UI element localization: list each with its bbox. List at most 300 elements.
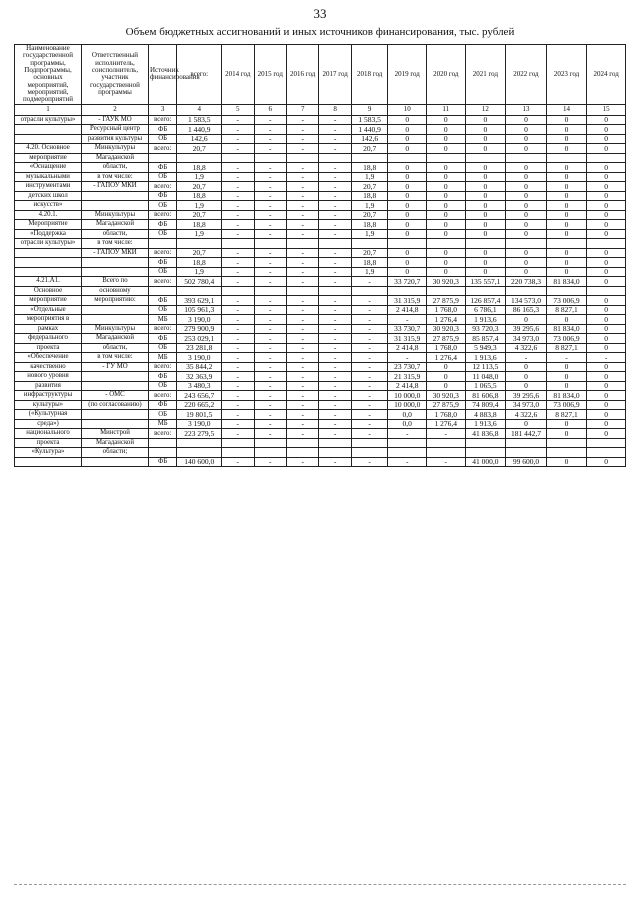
table-row	[15, 315, 626, 325]
row-source-cell: ФБ	[148, 163, 176, 173]
row-value-cell: -	[222, 267, 254, 277]
row-executor-cell: развития культуры	[81, 134, 148, 144]
row-value-cell	[222, 239, 254, 249]
row-value-cell: 0	[587, 267, 626, 277]
row-value-cell: -	[388, 315, 427, 325]
row-value-cell: 0	[587, 201, 626, 211]
row-value-cell: -	[222, 229, 254, 239]
row-value-cell: 0	[427, 381, 466, 391]
row-value-cell: -	[351, 381, 388, 391]
row-value-cell: 502 780,4	[177, 277, 222, 287]
row-value-cell	[177, 239, 222, 249]
row-value-cell	[427, 448, 466, 458]
row-value-cell: -	[286, 277, 318, 287]
row-value-cell	[427, 153, 466, 163]
row-value-cell: 0	[427, 172, 466, 182]
row-value-cell: 1,9	[351, 229, 388, 239]
row-name-cell: музыкальными	[15, 172, 82, 182]
row-name-cell	[15, 134, 82, 144]
row-value-cell: 18,8	[351, 220, 388, 230]
row-name-cell	[15, 248, 82, 258]
row-name-cell: («Культурная	[15, 410, 82, 420]
row-value-cell: -	[286, 144, 318, 154]
row-value-cell: -	[319, 353, 351, 363]
table-row	[15, 229, 626, 239]
row-name-cell: среда»)	[15, 419, 82, 429]
row-name-cell: «Оснащение	[15, 163, 82, 173]
row-value-cell: -	[351, 457, 388, 467]
row-value-cell: 0	[546, 163, 587, 173]
row-value-cell	[286, 438, 318, 448]
row-value-cell: 1,9	[351, 201, 388, 211]
row-value-cell: -	[319, 182, 351, 192]
row-value-cell: 0	[546, 258, 587, 268]
table-row	[15, 134, 626, 144]
row-value-cell: -	[286, 182, 318, 192]
row-value-cell: -	[254, 248, 286, 258]
row-value-cell: 0	[587, 315, 626, 325]
row-value-cell: 18,8	[351, 258, 388, 268]
row-value-cell: 0	[465, 210, 506, 220]
row-value-cell: -	[319, 419, 351, 429]
row-value-cell: -	[319, 343, 351, 353]
table-row	[15, 201, 626, 211]
row-value-cell: 0	[587, 372, 626, 382]
row-value-cell: 0	[546, 315, 587, 325]
row-value-cell: 34 973,0	[506, 400, 547, 410]
table-row	[15, 324, 626, 334]
table-row	[15, 144, 626, 154]
row-executor-cell	[81, 258, 148, 268]
row-value-cell: -	[286, 419, 318, 429]
row-value-cell: -	[254, 410, 286, 420]
row-value-cell: 126 857,4	[465, 296, 506, 306]
row-value-cell: 0	[587, 324, 626, 334]
row-value-cell	[319, 286, 351, 296]
row-value-cell: 0	[587, 381, 626, 391]
row-value-cell: 1 065,5	[465, 381, 506, 391]
row-value-cell: 10 000,0	[388, 391, 427, 401]
row-value-cell: 0	[546, 429, 587, 439]
row-value-cell: 0	[506, 144, 547, 154]
row-source-cell: ОБ	[148, 410, 176, 420]
row-source-cell: ОБ	[148, 134, 176, 144]
row-value-cell: -	[222, 324, 254, 334]
table-row	[15, 153, 626, 163]
row-value-cell: -	[254, 400, 286, 410]
row-value-cell: 0	[465, 144, 506, 154]
row-value-cell: 20,7	[177, 182, 222, 192]
row-value-cell: 0	[546, 372, 587, 382]
row-value-cell: 0	[427, 267, 466, 277]
row-source-cell	[148, 286, 176, 296]
row-value-cell: -	[254, 324, 286, 334]
row-value-cell: 0	[587, 362, 626, 372]
row-value-cell: 33 730,7	[388, 324, 427, 334]
row-value-cell: 0	[388, 172, 427, 182]
financing-table	[14, 44, 626, 467]
row-value-cell: -	[319, 125, 351, 135]
row-executor-cell: Магаданской	[81, 438, 148, 448]
row-value-cell: -	[222, 258, 254, 268]
table-row	[15, 191, 626, 201]
row-value-cell	[465, 286, 506, 296]
row-value-cell: 23 730,7	[388, 362, 427, 372]
row-value-cell	[286, 239, 318, 249]
row-value-cell	[587, 448, 626, 458]
row-executor-cell: Минкультуры	[81, 324, 148, 334]
column-number: 3	[148, 104, 176, 115]
row-value-cell: 0	[587, 191, 626, 201]
row-value-cell: 223 279,5	[177, 429, 222, 439]
row-value-cell	[254, 438, 286, 448]
row-value-cell: 181 442,7	[506, 429, 547, 439]
row-value-cell: 33 720,7	[388, 277, 427, 287]
row-value-cell: -	[254, 419, 286, 429]
row-value-cell: -	[388, 429, 427, 439]
row-value-cell: 19 801,5	[177, 410, 222, 420]
row-value-cell: 0	[465, 248, 506, 258]
row-value-cell: -	[254, 229, 286, 239]
row-executor-cell: Минкультуры	[81, 210, 148, 220]
row-value-cell: 18,8	[177, 191, 222, 201]
row-value-cell: 0	[546, 419, 587, 429]
row-value-cell: -	[222, 419, 254, 429]
row-name-cell: отрасли культуры»	[15, 115, 82, 125]
table-body	[15, 115, 626, 467]
row-value-cell: 0	[546, 248, 587, 258]
row-value-cell	[427, 286, 466, 296]
row-value-cell: 5 949,3	[465, 343, 506, 353]
row-value-cell: -	[351, 429, 388, 439]
row-value-cell: 10 000,0	[388, 400, 427, 410]
row-value-cell: 3 480,3	[177, 381, 222, 391]
row-name-cell: детских школ	[15, 191, 82, 201]
row-value-cell	[388, 153, 427, 163]
row-value-cell	[506, 286, 547, 296]
row-value-cell: 142,6	[351, 134, 388, 144]
row-value-cell: 86 165,3	[506, 305, 547, 315]
row-value-cell: -	[254, 343, 286, 353]
row-value-cell: 20,7	[177, 248, 222, 258]
row-value-cell: -	[254, 277, 286, 287]
header-year: 2019 год	[388, 45, 427, 105]
row-value-cell	[587, 438, 626, 448]
column-number: 5	[222, 104, 254, 115]
column-number: 10	[388, 104, 427, 115]
row-value-cell: -	[286, 410, 318, 420]
row-name-cell: мероприятие	[15, 153, 82, 163]
row-value-cell: 12 113,5	[465, 362, 506, 372]
row-value-cell	[546, 438, 587, 448]
row-value-cell: 0	[546, 115, 587, 125]
row-value-cell: 1,9	[177, 229, 222, 239]
row-source-cell: всего:	[148, 144, 176, 154]
row-value-cell: 0	[587, 163, 626, 173]
row-value-cell: -	[319, 172, 351, 182]
row-value-cell: -	[222, 381, 254, 391]
row-value-cell: 0	[506, 419, 547, 429]
row-value-cell: -	[351, 334, 388, 344]
row-value-cell	[351, 438, 388, 448]
row-value-cell: 0	[506, 248, 547, 258]
row-executor-cell: Минстрой	[81, 429, 148, 439]
row-value-cell: 0	[427, 210, 466, 220]
row-value-cell: 0	[465, 201, 506, 211]
row-value-cell: 0	[506, 315, 547, 325]
row-value-cell: 32 363,9	[177, 372, 222, 382]
header-total: всего:	[177, 45, 222, 105]
row-value-cell: 0	[388, 144, 427, 154]
row-value-cell: -	[351, 315, 388, 325]
header-name: Наименование государственной программы, Подпрограммы, основных мероприятий, мероприятий, подмероприятий	[15, 45, 82, 105]
row-value-cell: -	[351, 343, 388, 353]
header-row	[15, 45, 626, 105]
row-value-cell	[319, 438, 351, 448]
row-value-cell: 0	[388, 182, 427, 192]
row-value-cell: 0	[546, 134, 587, 144]
row-value-cell	[388, 286, 427, 296]
row-executor-cell: области,	[81, 343, 148, 353]
row-value-cell: -	[254, 267, 286, 277]
row-value-cell: 4 883,8	[465, 410, 506, 420]
row-value-cell	[177, 153, 222, 163]
financing-title: Объем бюджетных ассигнований и иных источников финансирования, тыс. рублей	[125, 26, 515, 38]
row-executor-cell: области,	[81, 229, 148, 239]
column-number: 9	[351, 104, 388, 115]
row-value-cell: -	[222, 172, 254, 182]
row-value-cell: -	[286, 305, 318, 315]
page-number: 33	[313, 6, 327, 21]
row-value-cell: 0	[427, 201, 466, 211]
row-value-cell: 23 281,8	[177, 343, 222, 353]
row-executor-cell: области,	[81, 163, 148, 173]
row-value-cell: 0	[465, 134, 506, 144]
row-value-cell: -	[351, 362, 388, 372]
table-row	[15, 239, 626, 249]
header-year: 2024 год	[587, 45, 626, 105]
row-value-cell: 0	[546, 125, 587, 135]
row-value-cell: 0	[587, 258, 626, 268]
row-value-cell: 18,8	[177, 163, 222, 173]
row-value-cell: 1 768,0	[427, 410, 466, 420]
row-value-cell: 0	[587, 334, 626, 344]
row-value-cell: 0	[427, 258, 466, 268]
row-executor-cell	[81, 267, 148, 277]
row-value-cell: 1 768,0	[427, 343, 466, 353]
row-value-cell: -	[319, 305, 351, 315]
header-year: 2022 год	[506, 45, 547, 105]
row-value-cell	[388, 448, 427, 458]
row-value-cell: -	[254, 315, 286, 325]
row-value-cell: 73 006,9	[546, 296, 587, 306]
row-value-cell: -	[319, 220, 351, 230]
row-value-cell: -	[286, 353, 318, 363]
row-value-cell: -	[222, 296, 254, 306]
row-value-cell: 39 295,6	[506, 391, 547, 401]
row-value-cell: 73 006,9	[546, 400, 587, 410]
row-executor-cell: (по согласованию)	[81, 400, 148, 410]
row-value-cell: -	[254, 258, 286, 268]
row-value-cell: 0	[587, 429, 626, 439]
row-name-cell: федерального	[15, 334, 82, 344]
row-value-cell: 1 440,9	[177, 125, 222, 135]
row-value-cell: 0	[465, 163, 506, 173]
row-value-cell: -	[222, 391, 254, 401]
row-value-cell	[388, 438, 427, 448]
row-value-cell: 0	[427, 362, 466, 372]
header-source: Источник финансирования	[148, 45, 176, 105]
row-name-cell: Мероприятие	[15, 220, 82, 230]
row-executor-cell: основному	[81, 286, 148, 296]
row-value-cell	[319, 448, 351, 458]
table-row	[15, 182, 626, 192]
row-value-cell: 0	[546, 210, 587, 220]
row-value-cell: -	[286, 258, 318, 268]
table-row	[15, 381, 626, 391]
row-value-cell: 31 315,9	[388, 334, 427, 344]
row-value-cell: 393 629,1	[177, 296, 222, 306]
row-value-cell: 1 440,9	[351, 125, 388, 135]
header-year: 2016 год	[286, 45, 318, 105]
row-value-cell: 0	[427, 191, 466, 201]
row-value-cell	[506, 448, 547, 458]
row-value-cell: -	[286, 229, 318, 239]
header-year: 2018 год	[351, 45, 388, 105]
row-value-cell: -	[254, 353, 286, 363]
row-value-cell: 99 600,0	[506, 457, 547, 467]
row-executor-cell: Магаданской	[81, 220, 148, 230]
column-number: 4	[177, 104, 222, 115]
row-name-cell: нового уровня	[15, 372, 82, 382]
header-year: 2020 год	[427, 45, 466, 105]
row-value-cell: 93 720,3	[465, 324, 506, 334]
row-value-cell	[351, 239, 388, 249]
row-executor-cell: - ГАПОУ МКИ	[81, 182, 148, 192]
row-source-cell: всего:	[148, 429, 176, 439]
row-value-cell: -	[254, 220, 286, 230]
row-value-cell: -	[254, 381, 286, 391]
row-source-cell: ОБ	[148, 343, 176, 353]
table-row	[15, 210, 626, 220]
row-source-cell: ОБ	[148, 172, 176, 182]
row-value-cell: 30 920,3	[427, 324, 466, 334]
row-value-cell: -	[319, 334, 351, 344]
row-value-cell: 0	[465, 220, 506, 230]
row-value-cell: -	[319, 163, 351, 173]
row-value-cell: 2 414,8	[388, 381, 427, 391]
row-executor-cell: мероприятию:	[81, 296, 148, 306]
row-source-cell: МБ	[148, 419, 176, 429]
row-value-cell: 18,8	[177, 220, 222, 230]
row-value-cell: 105 961,3	[177, 305, 222, 315]
row-executor-cell: в том числе:	[81, 353, 148, 363]
row-value-cell: 1,9	[351, 172, 388, 182]
row-source-cell: всего:	[148, 115, 176, 125]
column-number: 15	[587, 104, 626, 115]
table-row	[15, 172, 626, 182]
row-value-cell: -	[351, 353, 388, 363]
row-value-cell: 0	[546, 220, 587, 230]
row-source-cell: ФБ	[148, 296, 176, 306]
row-value-cell: -	[222, 248, 254, 258]
row-value-cell: -	[222, 201, 254, 211]
row-value-cell	[546, 286, 587, 296]
row-value-cell: -	[286, 362, 318, 372]
row-value-cell: -	[286, 372, 318, 382]
row-value-cell: 0	[465, 172, 506, 182]
row-value-cell	[177, 438, 222, 448]
row-value-cell: 1 276,4	[427, 315, 466, 325]
row-value-cell: 81 834,0	[546, 277, 587, 287]
row-value-cell: 0	[465, 182, 506, 192]
table-row	[15, 391, 626, 401]
row-executor-cell	[81, 191, 148, 201]
row-value-cell: 0	[388, 163, 427, 173]
row-name-cell: мероприятия в	[15, 315, 82, 325]
row-value-cell: -	[222, 334, 254, 344]
row-value-cell: -	[319, 324, 351, 334]
row-value-cell: 0	[587, 391, 626, 401]
row-source-cell: всего:	[148, 362, 176, 372]
row-value-cell: -	[351, 419, 388, 429]
table-row	[15, 419, 626, 429]
row-value-cell	[587, 286, 626, 296]
table-row	[15, 296, 626, 306]
row-value-cell: 0	[546, 172, 587, 182]
row-executor-cell	[81, 457, 148, 467]
row-value-cell: -	[222, 115, 254, 125]
row-value-cell	[222, 438, 254, 448]
row-value-cell: -	[254, 134, 286, 144]
row-source-cell: ОБ	[148, 201, 176, 211]
row-value-cell: -	[222, 220, 254, 230]
row-value-cell: -	[286, 220, 318, 230]
row-value-cell: 0	[506, 115, 547, 125]
row-value-cell: 4 322,6	[506, 410, 547, 420]
row-value-cell: -	[286, 172, 318, 182]
row-value-cell: 1 583,5	[351, 115, 388, 125]
row-value-cell: 0	[388, 210, 427, 220]
row-value-cell: -	[286, 115, 318, 125]
row-value-cell: 27 875,9	[427, 334, 466, 344]
row-value-cell	[254, 153, 286, 163]
row-executor-cell: - ГАПОУ МКИ	[81, 248, 148, 258]
row-value-cell: -	[351, 410, 388, 420]
row-value-cell: -	[286, 429, 318, 439]
row-name-cell: 4.20. Основное	[15, 144, 82, 154]
row-source-cell: ФБ	[148, 191, 176, 201]
row-value-cell: 0	[506, 191, 547, 201]
row-value-cell: 0	[427, 372, 466, 382]
row-value-cell: 0	[506, 134, 547, 144]
row-source-cell: ОБ	[148, 267, 176, 277]
row-value-cell: 21 315,9	[388, 372, 427, 382]
row-value-cell: 1 583,5	[177, 115, 222, 125]
row-source-cell: всего:	[148, 248, 176, 258]
row-name-cell: мероприятие	[15, 296, 82, 306]
row-value-cell: -	[351, 305, 388, 315]
row-value-cell: -	[222, 144, 254, 154]
row-value-cell: 0	[506, 258, 547, 268]
row-executor-cell: Минкультуры	[81, 144, 148, 154]
row-value-cell: -	[222, 191, 254, 201]
row-value-cell: 74 809,4	[465, 400, 506, 410]
row-value-cell: 0	[388, 267, 427, 277]
row-value-cell: 18,8	[351, 191, 388, 201]
row-value-cell	[587, 153, 626, 163]
row-value-cell: 220 738,3	[506, 277, 547, 287]
